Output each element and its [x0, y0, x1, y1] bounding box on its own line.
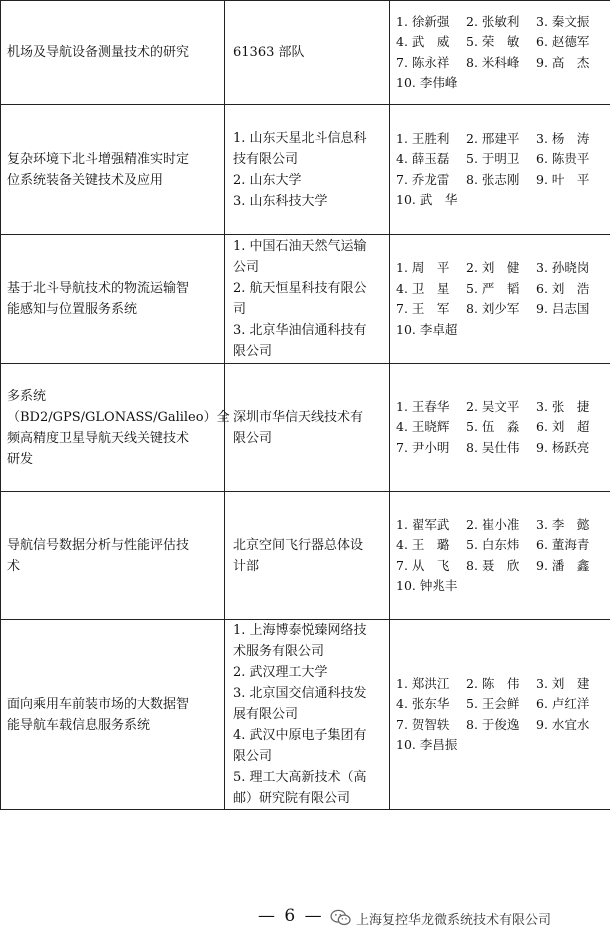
- winner-name: 7. 尹小明: [396, 439, 450, 455]
- winner-name: 4. 王 璐: [396, 537, 450, 552]
- winners-line: [396, 438, 609, 459]
- winner-name: 9. 潘 鑫: [536, 557, 590, 573]
- wechat-icon: [330, 909, 352, 927]
- winner-name: 3. 刘 建: [536, 675, 590, 691]
- unit-line: 计部: [233, 558, 260, 574]
- project-name-line: 机场及导航设备测量技术的研究: [7, 45, 190, 60]
- winner-name: 3. 孙晓岗: [536, 260, 590, 275]
- winner-name: 8. 米科峰: [466, 54, 520, 70]
- unit-line: 司: [233, 302, 247, 317]
- winner-name: 8. 张志刚: [466, 171, 520, 187]
- project-name-cell: [1, 364, 230, 492]
- winner-name: 1. 王春华: [396, 398, 450, 414]
- winner-name: 2. 陈 伟: [466, 675, 520, 691]
- winner-name: 4. 王晓辉: [396, 419, 450, 435]
- winner-name: 1. 周 平: [396, 260, 450, 275]
- unit-line: 3. 北京华油信通科技有: [233, 323, 367, 338]
- unit-line: 2. 航天恒星科技有限公: [233, 281, 367, 296]
- project-name-line: 研发: [7, 451, 34, 467]
- winners-line: [396, 417, 609, 438]
- unit-line: 北京空间飞行器总体设: [233, 537, 364, 553]
- winner-name: 6. 刘 浩: [536, 280, 590, 296]
- winners-cell: [390, 364, 610, 492]
- winners-line: [396, 129, 609, 150]
- award-row: [1, 1, 610, 105]
- unit-line: 展有限公司: [233, 707, 299, 722]
- unit-cell: [225, 364, 390, 492]
- winner-name: 2. 邢建平: [466, 130, 520, 146]
- winner-name: 4. 张东华: [396, 696, 450, 711]
- winners-line: [396, 149, 609, 170]
- project-name-cell: [1, 492, 225, 620]
- winner-name: 5. 白东炜: [466, 537, 520, 552]
- winners-line: [396, 535, 609, 556]
- winners-line: [396, 397, 609, 418]
- winner-name: 8. 刘少军: [466, 301, 520, 316]
- unit-line: 2. 山东大学: [233, 172, 302, 188]
- winner-name: 5. 荣 敏: [466, 34, 520, 49]
- winner-name: 3. 张 捷: [536, 398, 590, 414]
- award-row: [1, 620, 610, 810]
- winner-name: 1. 王胜利: [396, 130, 450, 146]
- page-footer: [0, 902, 610, 932]
- winners-line: [396, 556, 609, 577]
- unit-line: 1. 上海博泰悦臻网络技: [233, 623, 367, 638]
- winners-line: [396, 190, 609, 211]
- winners-cell: [390, 105, 610, 235]
- winner-name: 9. 杨跃亮: [536, 439, 590, 455]
- project-name-line: 能感知与位置服务系统: [7, 302, 138, 317]
- winners-line: [396, 299, 609, 320]
- winner-name: 6. 董海青: [536, 537, 590, 552]
- winner-name: 9. 叶 平: [536, 171, 590, 187]
- winner-name: 2. 吴文平: [466, 398, 520, 414]
- project-name-cell: [1, 235, 225, 364]
- winner-name: 7. 从 飞: [396, 557, 450, 573]
- winner-name: 3. 秦文振: [536, 13, 590, 29]
- winner-name: 5. 伍 淼: [466, 419, 520, 435]
- winner-name: 6. 卢红洋: [536, 696, 590, 711]
- winner-name: 7. 乔龙雷: [396, 171, 450, 187]
- winner-name: 9. 吕志国: [536, 301, 590, 316]
- winners-cell: [390, 1, 610, 105]
- winner-name: 1. 翟军武: [396, 516, 450, 532]
- winners-line: [396, 694, 609, 715]
- winner-name: 7. 陈永祥: [396, 54, 450, 70]
- project-name-line: 能导航车载信息服务系统: [7, 717, 151, 733]
- award-row: [1, 364, 610, 492]
- winner-name: 4. 卫 星: [396, 280, 450, 296]
- winner-name: 5. 王会鲜: [466, 696, 520, 711]
- project-name-line: 面向乘用车前装市场的大数据智: [7, 696, 190, 712]
- unit-line: 1. 中国石油天然气运输: [233, 239, 367, 254]
- winner-name: 7. 贺智轶: [396, 716, 450, 732]
- winner-name: 1. 郑洪江: [396, 675, 450, 691]
- unit-line: 4. 武汉中原电子集团有: [233, 728, 367, 743]
- winner-name: 7. 王 军: [396, 301, 450, 316]
- winners-line: [396, 279, 609, 300]
- project-name-line: 位系统装备关键技术及应用: [7, 172, 164, 188]
- winners-line: [396, 715, 609, 736]
- winner-name: 6. 赵德军: [536, 34, 590, 49]
- project-name-cell: [1, 1, 225, 105]
- winners-line: [396, 735, 609, 756]
- winners-cell: [390, 620, 610, 810]
- winner-name: 3. 李 懿: [536, 516, 590, 532]
- winner-name: 5. 于明卫: [466, 151, 520, 166]
- project-name-line: 多系统: [7, 388, 47, 404]
- project-name-line: （BD2/GPS/GLONASS/Galileo）全: [7, 409, 230, 425]
- winners-line: [396, 258, 609, 279]
- awards-table-body: [1, 1, 610, 810]
- winners-line: [396, 73, 609, 94]
- winners-line: [396, 515, 609, 536]
- winners-line: [396, 674, 609, 695]
- winner-name: 4. 武 威: [396, 34, 450, 49]
- winners-line: [396, 32, 609, 53]
- winner-name: 8. 吴仕伟: [466, 439, 520, 455]
- winner-name: 2. 崔小准: [466, 516, 520, 532]
- winners-cell: [390, 235, 610, 364]
- unit-line: 术服务有限公司: [233, 644, 325, 659]
- winner-name: 6. 刘 超: [536, 419, 590, 435]
- unit-line: 深圳市华信天线技术有: [233, 409, 364, 425]
- winner-name: 2. 刘 健: [466, 260, 520, 275]
- award-row: [1, 235, 610, 364]
- winner-name: 9. 水宜水: [536, 716, 590, 732]
- unit-line: 2. 武汉理工大学: [233, 665, 328, 680]
- winners-line: [396, 170, 609, 191]
- unit-line: 61363 部队: [233, 45, 305, 60]
- unit-line: 技有限公司: [233, 151, 299, 167]
- unit-line: 3. 山东科技大学: [233, 193, 328, 209]
- winners-line: [396, 12, 609, 33]
- winner-name: 8. 于俊逸: [466, 716, 520, 732]
- unit-line: 限公司: [233, 344, 273, 359]
- winner-name: 10. 李伟峰: [396, 75, 458, 90]
- winner-name: 2. 张敏利: [466, 13, 520, 29]
- project-name-line: 术: [7, 558, 21, 574]
- watermark: [330, 907, 551, 929]
- winners-line: [396, 320, 609, 341]
- unit-line: 邮）研究院有限公司: [233, 791, 351, 806]
- winners-cell: [390, 492, 610, 620]
- winner-name: 1. 徐新强: [396, 13, 450, 29]
- winner-name: 10. 李卓超: [396, 321, 458, 337]
- unit-cell: [225, 1, 390, 105]
- winner-name: 9. 高 杰: [536, 54, 590, 70]
- project-name-cell: [1, 620, 225, 810]
- project-name-cell: [1, 105, 225, 235]
- unit-line: 限公司: [233, 430, 273, 446]
- project-name-line: 导航信号数据分析与性能评估技: [7, 537, 190, 553]
- project-name-line: 复杂环境下北斗增强精准实时定: [7, 151, 190, 167]
- winner-name: 10. 李昌振: [396, 737, 458, 752]
- winners-line: [396, 53, 609, 74]
- award-row: [1, 492, 610, 620]
- winner-name: 8. 聂 欣: [466, 557, 520, 573]
- page-number: — 6 —: [258, 906, 324, 926]
- unit-line: 5. 理工大高新技术（高: [233, 770, 367, 785]
- unit-cell: [225, 235, 390, 364]
- unit-line: 公司: [233, 260, 260, 275]
- winner-name: 4. 薛玉磊: [396, 151, 450, 166]
- company-name: 上海复控华龙微系统技术有限公司: [356, 912, 552, 928]
- winners-line: [396, 576, 609, 597]
- unit-line: 限公司: [233, 749, 273, 764]
- winner-name: 6. 陈贵平: [536, 151, 590, 166]
- award-row: [1, 105, 610, 235]
- project-name-line: 基于北斗导航技术的物流运输智: [7, 281, 190, 296]
- unit-line: 3. 北京国交信通科技发: [233, 686, 367, 701]
- unit-cell: [225, 492, 390, 620]
- winner-name: 3. 杨 涛: [536, 130, 590, 146]
- unit-cell: [225, 620, 390, 810]
- project-name-line: 频高精度卫星导航天线关键技术: [7, 430, 190, 446]
- unit-line: 1. 山东天星北斗信息科: [233, 130, 367, 146]
- unit-cell: [225, 105, 390, 235]
- winner-name: 10. 武 华: [396, 192, 458, 207]
- winner-name: 10. 钟兆丰: [396, 578, 458, 593]
- winner-name: 5. 严 韬: [466, 280, 520, 296]
